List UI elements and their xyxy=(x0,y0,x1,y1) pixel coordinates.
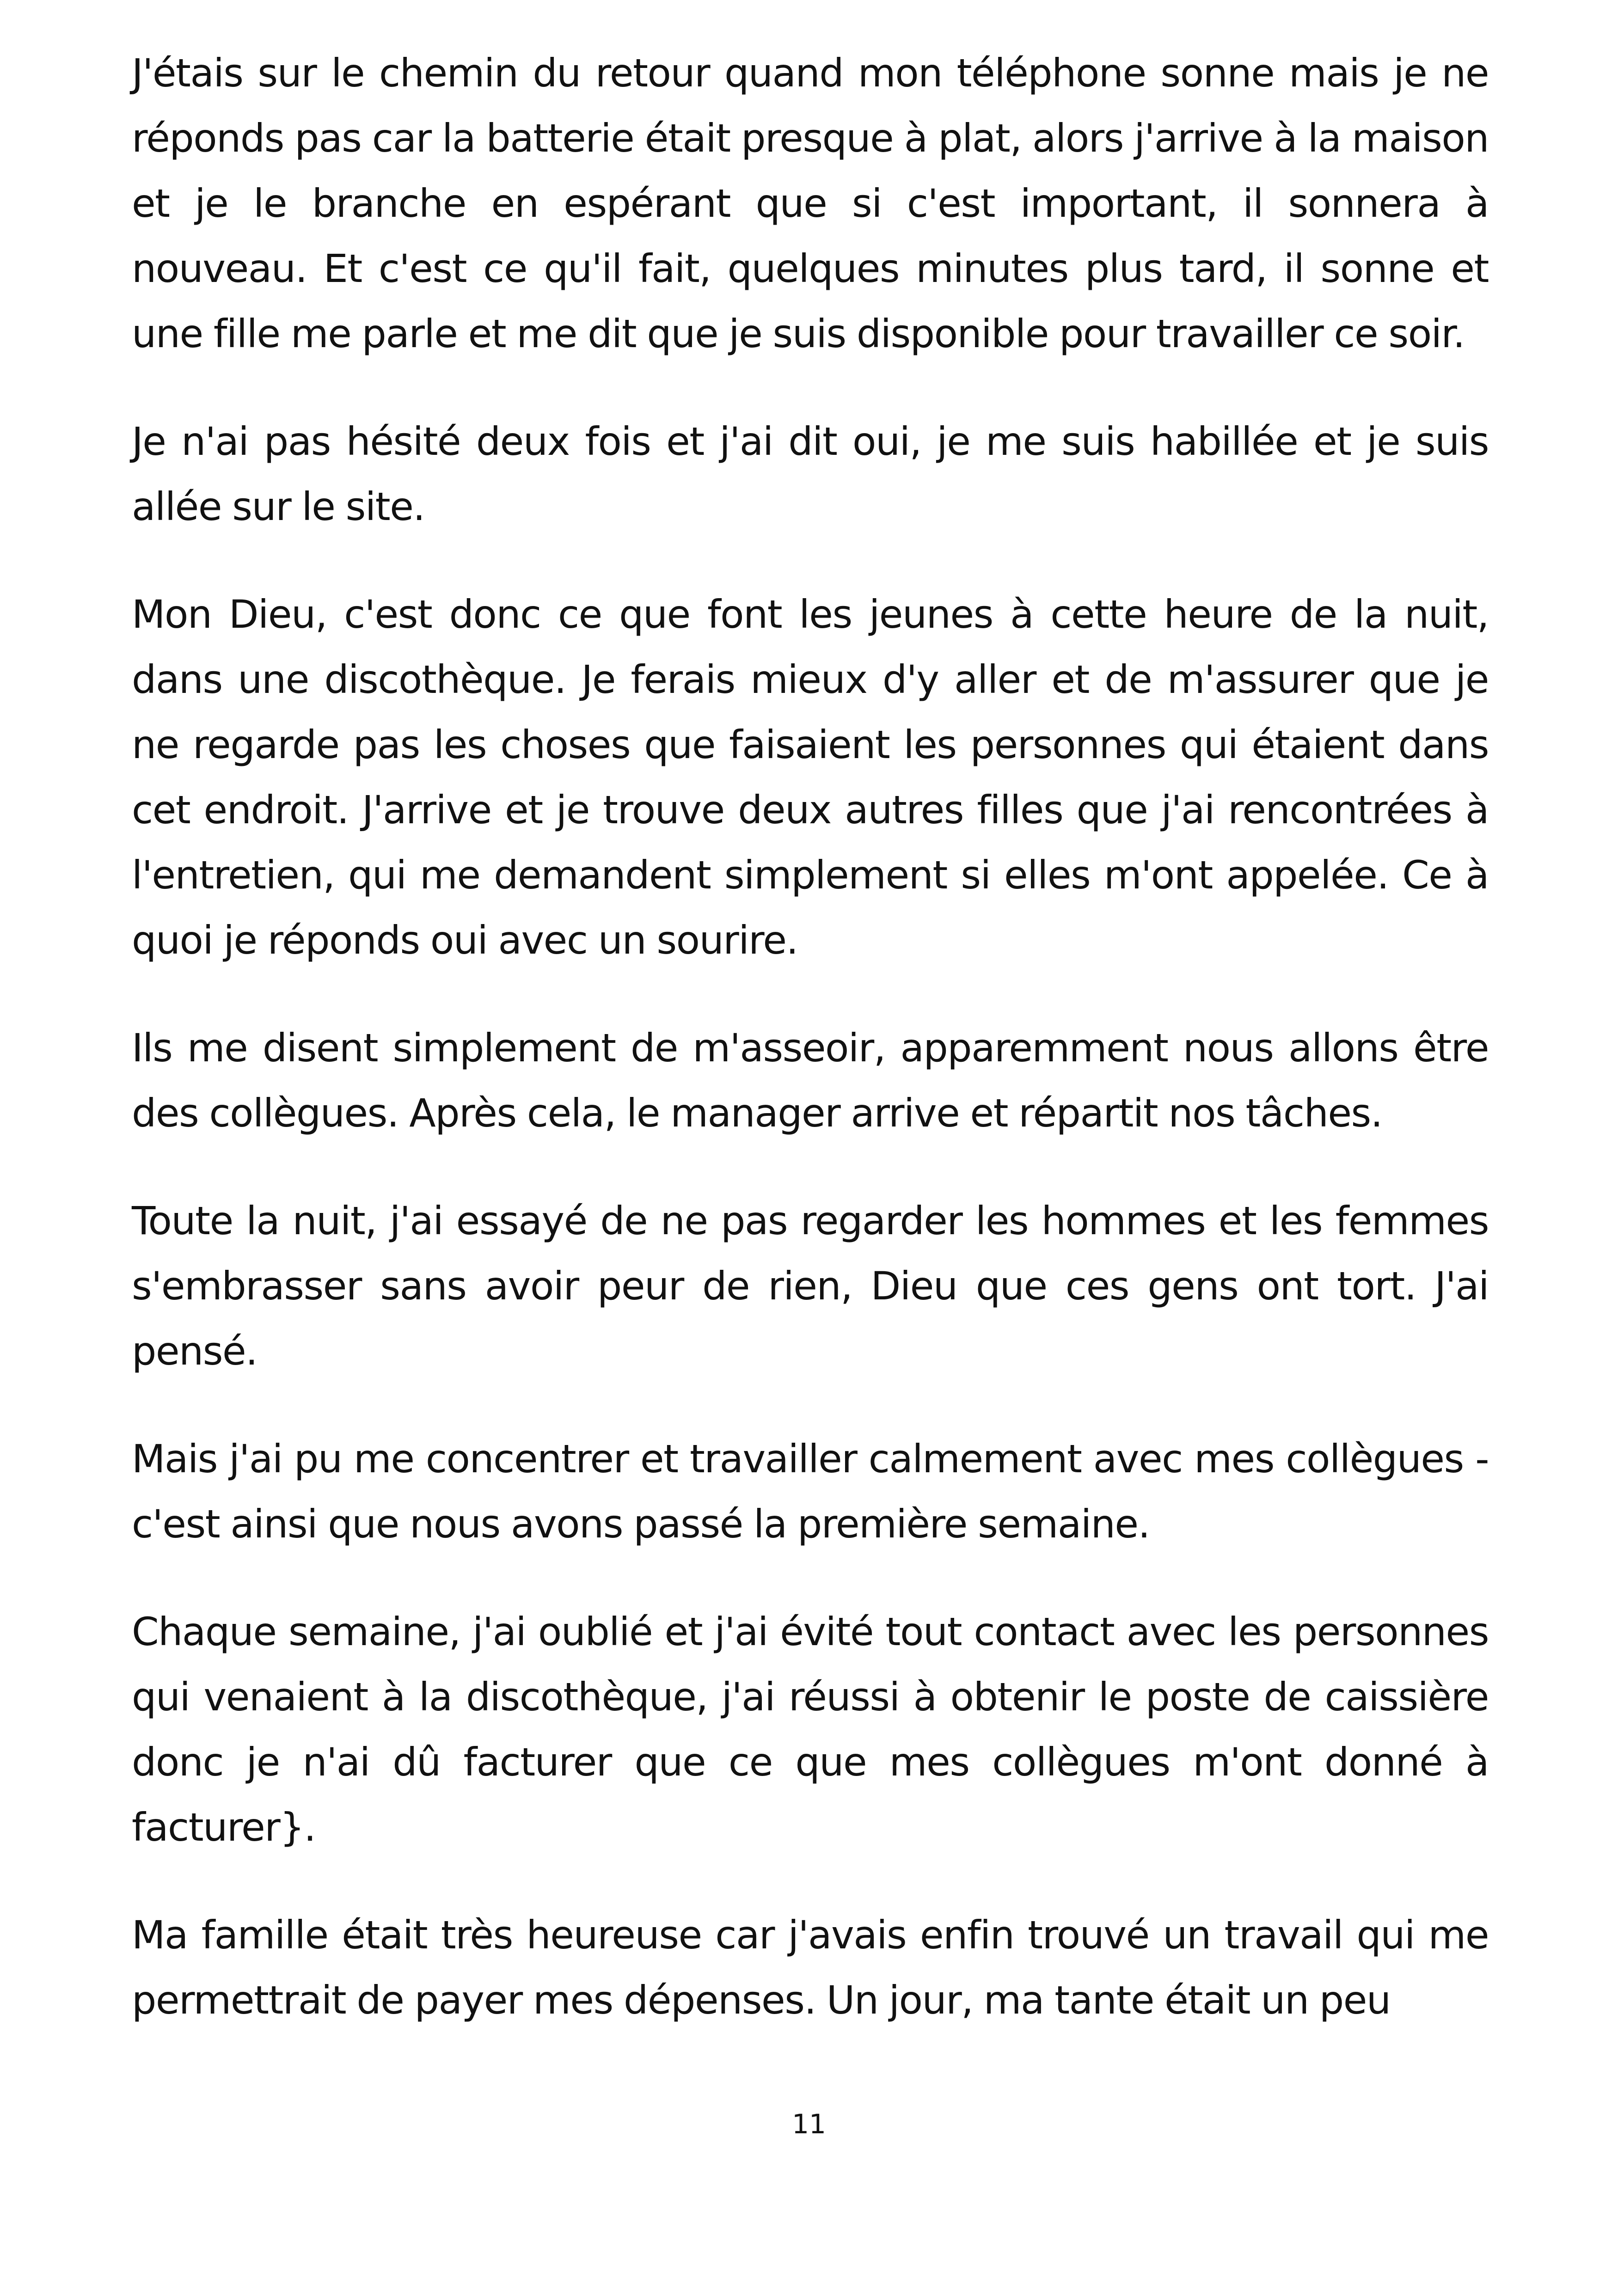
body-text xyxy=(132,41,1489,2076)
paragraph-6: Mais j'ai pu me concentrer et travailler calmement avec mes collègues - c'est ainsi que nous avons passé la première semaine. xyxy=(132,1436,1489,1547)
paragraph-1: J'étais sur le chemin du retour quand mon téléphone sonne mais je ne réponds pas car la batterie était presque à plat, alors j'arrive à la maison et je le branche en espérant que si c'est important, il sonnera à nouveau. Et c'est ce qu'il fait, quelques minutes plus tard, il sonne et une fille me parle et me dit que je suis disponible pour travailler ce soir. xyxy=(132,50,1489,356)
paragraph-5: Toute la nuit, j'ai essayé de ne pas regarder les hommes et les femmes s'embrasser sans avoir peur de rien, Dieu que ces gens ont tort. J'ai pensé. xyxy=(132,1198,1489,1374)
paragraph-4: Ils me disent simplement de m'asseoir, apparemment nous allons être des collègues. Après cela, le manager arrive et répartit nos tâches. xyxy=(132,1025,1489,1136)
paragraph-3: Mon Dieu, c'est donc ce que font les jeunes à cette heure de la nuit, dans une discothèque. Je ferais mieux d'y aller et de m'assurer que je ne regarde pas les choses que faisaient les personnes qui étaient dans cet endroit. J'arrive et je trouve deux autres filles que j'ai rencontrées à l'entretien, qui me demandent simplement si elles m'ont appelée. Ce à quoi je réponds oui avec un sourire. xyxy=(132,592,1489,963)
page-number: 11 xyxy=(792,2108,826,2140)
paragraph-2: Je n'ai pas hésité deux fois et j'ai dit oui, je me suis habillée et je suis allée sur le site. xyxy=(132,419,1489,529)
paragraph-7: Chaque semaine, j'ai oublié et j'ai évité tout contact avec les personnes qui venaient à la discothèque, j'ai réussi à obtenir le poste de caissière donc je n'ai dû facturer que ce que mes collègues m'ont donné à facturer}. xyxy=(132,1609,1489,1850)
paragraph-8: Ma famille était très heureuse car j'avais enfin trouvé un travail qui me permettrait de payer mes dépenses. Un jour, ma tante était un peu xyxy=(132,1912,1489,2023)
